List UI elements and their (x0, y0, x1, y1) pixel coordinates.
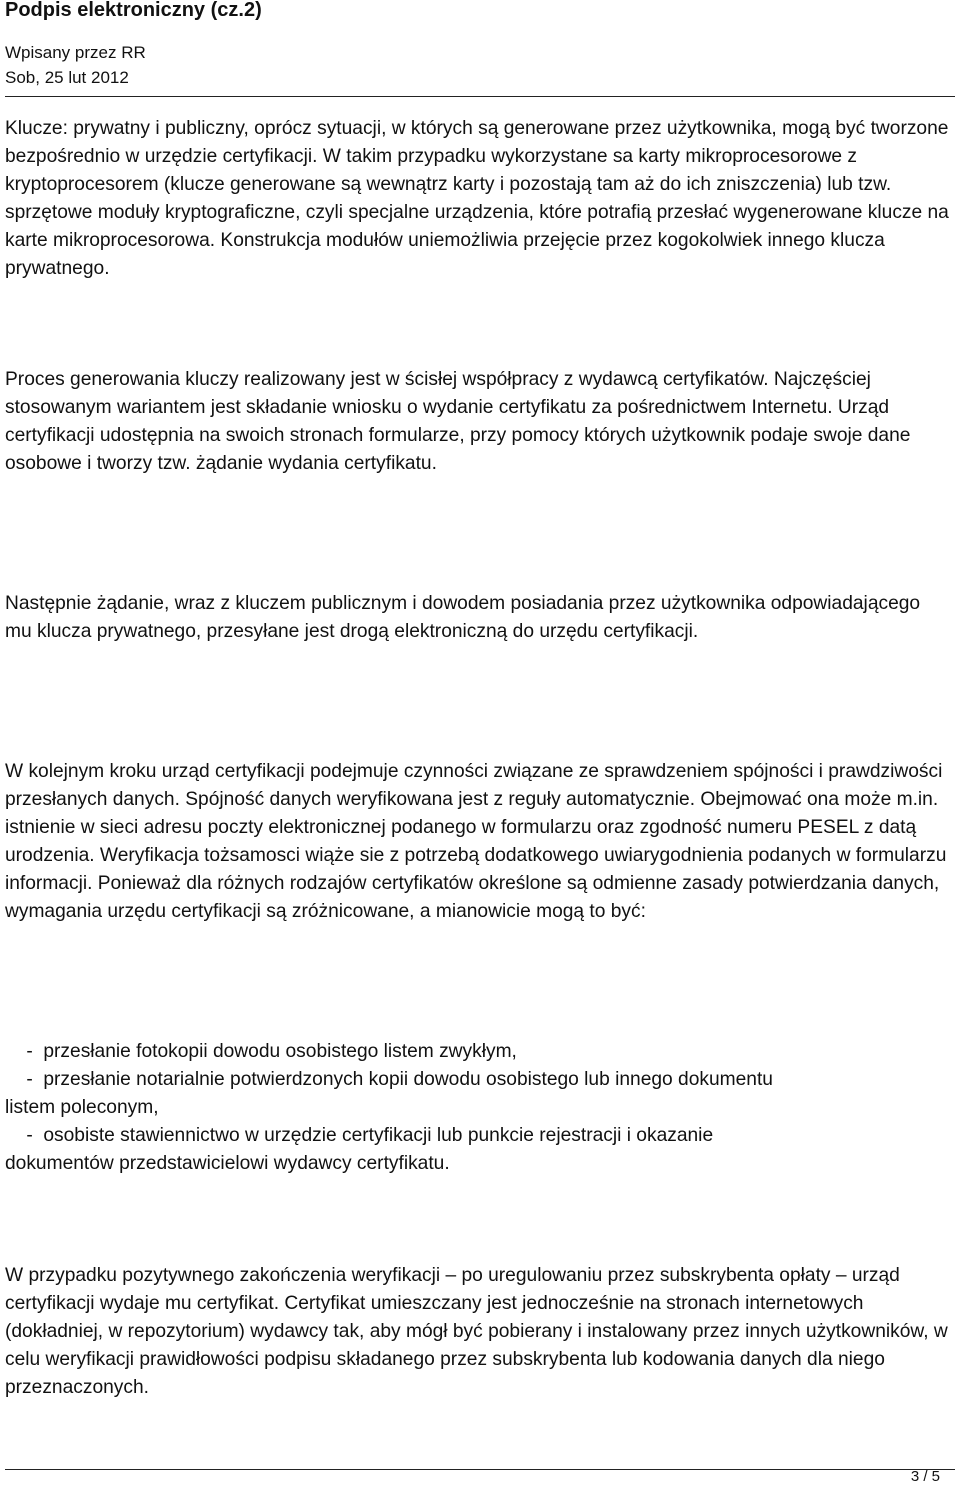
header-divider (5, 96, 955, 97)
requirements-list (5, 1038, 950, 1178)
list-item: - przesłanie fotokopii dowodu osobistego listem zwykłym, (5, 1041, 517, 1062)
paragraph-text: Proces generowania kluczy realizowany jest w ścisłej współpracy z wydawcą certyfikatów. Najczęściej stosowanym wariantem jest składanie wniosku o wydanie certyfikatu za pośrednictwem Internetu. Urząd certyfikacji udostępnia na swoich stronach formularze, przy pomocy których użytkownik podaje swoje dane osobowe i tworzy tzw. żądanie wydania certyfikatu. (5, 369, 911, 474)
paragraph-text: W przypadku pozytywnego zakończenia weryfikacji – po uregulowaniu przez subskrybenta opłaty – urząd certyfikacji wydaje mu certyfikat. Certyfikat umieszczany jest jednocześnie na stronach internetowych (dokładniej, w repozytorium) wydawcy tak, aby mógł być pobierany i instalowany przez innych użytkowników, w celu weryfikacji prawidłowości podpisu składanego przez subskrybenta lub kodowania danych dla niego przeznaczonych. (5, 1265, 948, 1398)
paragraph-issuance (5, 1262, 950, 1402)
list-item: - osobiste stawiennictwo w urzędzie certyfikacji lub punkcie rejestracji i okazanie (5, 1125, 714, 1146)
article-title: Podpis elektroniczny (cz.2) (5, 0, 262, 21)
footer-divider (5, 1469, 955, 1470)
article-meta (5, 40, 146, 90)
paragraph-text: W kolejnym kroku urząd certyfikacji podejmuje czynności związane ze sprawdzeniem spójności i prawdziwości przesłanych danych. Spójność danych weryfikowana jest z reguły automatycznie. Obejmować ona może m.in. istnienie w sieci adresu poczty elektronicznej podanego w formularzu oraz zgodność numeru PESEL z datą urodzenia. Weryfikacja tożsamosci wiąże sie z potrzebą dodatkowego uwiarygodnienia podanych w formularzu informacji. Ponieważ dla różnych rodzajów certyfikatów określone są odmienne zasady potwierdzania danych, wymagania urzędu certyfikacji są zróżnicowane, a mianowicie mogą to być: (5, 761, 947, 922)
page-number: 3 / 5 (910, 1468, 940, 1485)
paragraph-keys (5, 115, 950, 283)
paragraph-text: Klucze: prywatny i publiczny, oprócz sytuacji, w których są generowane przez użytkownika, mogą być tworzone bezpośrednio w urzędzie certyfikacji. W takim przypadku wykorzystane sa karty mikroprocesorowe z kryptoprocesorem (klucze generowane są wewnątrz karty i pozostają tam aż do ich zniszczenia) lub tzw. sprzętowe moduły kryptograficzne, czyli specjalne urządzenia, które potrafią przesłać wygenerowane klucze na karte mikroprocesorowa. Konstrukcja modułów uniemożliwia przejęcie przez kogokolwiek innego klucza prywatnego. (5, 118, 949, 279)
paragraph-request (5, 590, 950, 646)
list-item-continuation: listem poleconym, (5, 1097, 159, 1118)
document-page (5, 0, 955, 1487)
list-item-continuation: dokumentów przedstawicielowi wydawcy certyfikatu. (5, 1153, 450, 1174)
list-item: - przesłanie notarialnie potwierdzonych kopii dowodu osobistego lub innego dokumentu (5, 1069, 773, 1090)
article-date: Sob, 25 lut 2012 (5, 68, 129, 87)
paragraph-text: Następnie żądanie, wraz z kluczem publicznym i dowodem posiadania przez użytkownika odpowiadającego mu klucza prywatnego, przesyłane jest drogą elektroniczną do urzędu certyfikacji. (5, 593, 921, 642)
paragraph-generation (5, 366, 950, 478)
paragraph-verification (5, 758, 950, 926)
article-author: Wpisany przez RR (5, 43, 146, 62)
